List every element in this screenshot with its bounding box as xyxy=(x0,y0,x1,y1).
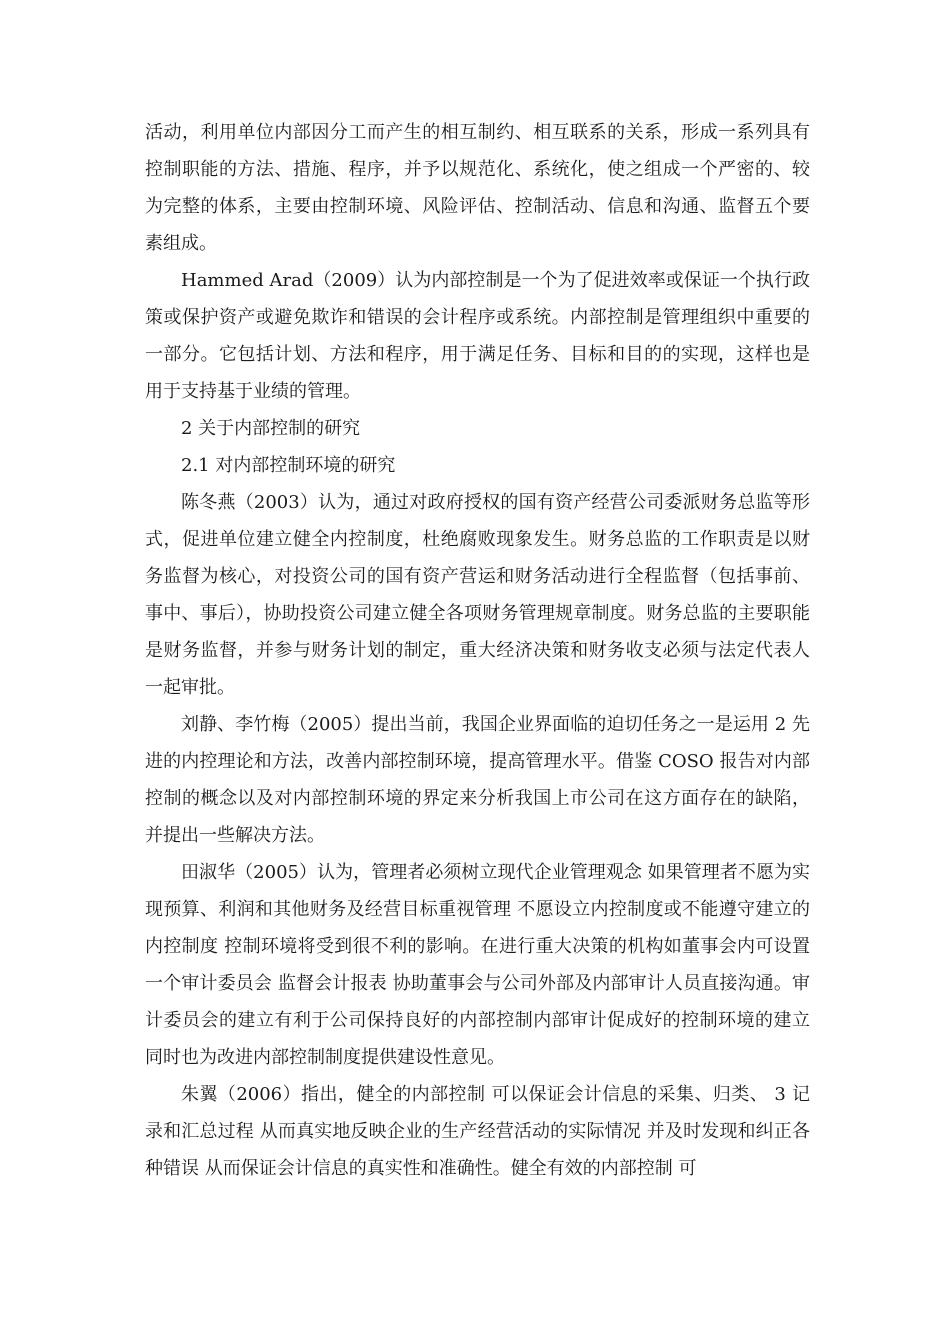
paragraph-tian-shuhua: 田淑华（2005）认为，管理者必须树立现代企业管理观念 如果管理者不愿为实现预算、利润和其他财务及经营目标重视管理 不愿设立内控制度或不能遵守建立的内控制度 控制环境将受到很不利的影响。在进行重大决策的机构如董事会内可设置一个审计委员会 监督会计报表 协助董事会与公司外部及内部审计人员直接沟通。审计委员会的建立有利于公司保持良好的内部控制内部审计促成好的控制环境的建立 同时也为改进内部控制制度提供建设性意见。 xyxy=(145,862,810,1068)
paragraph-chen-dongyan: 陈冬燕（2003）认为，通过对政府授权的国有资产经营公司委派财务总监等形式，促进单位建立健全内控制度，杜绝腐败现象发生。财务总监的工作职责是以财务监督为核心，对投资公司的国有资产营运和财务活动进行全程监督（包括事前、事中、事后），协助投资公司建立健全各项财务管理规章制度。财务总监的主要职能是财务监督，并参与财务计划的制定，重大经济决策和财务收支必须与法定代表人一起审批。 xyxy=(145,492,810,698)
document-body xyxy=(145,114,810,1187)
paragraph-continuation: 活动，利用单位内部因分工而产生的相互制约、相互联系的关系，形成一系列具有控制职能的方法、措施、程序，并予以规范化、系统化，使之组成一个严密的、较为完整的体系，主要由控制环境、风险评估、控制活动、信息和沟通、监督五个要素组成。 xyxy=(145,122,810,254)
section-heading-2: 2 关于内部控制的研究 xyxy=(181,418,361,439)
paragraph-zhu-yi: 朱翼（2006）指出，健全的内部控制 可以保证会计信息的采集、归类、 3 记录和汇总过程 从而真实地反映企业的生产经营活动的实际情况 并及时发现和纠正各种错误 从而保证会计信息的真实性和准确性。健全有效的内部控制 可 xyxy=(145,1084,810,1179)
paragraph-hammed-arad: Hammed Arad（2009）认为内部控制是一个为了促进效率或保证一个执行政策或保护资产或避免欺诈和错误的会计程序或系统。内部控制是管理组织中重要的一部分。它包括计划、方法和程序，用于满足任务、目标和目的的实现，这样也是用于支持基于业绩的管理。 xyxy=(145,270,810,402)
paragraph-liu-jing: 刘静、李竹梅（2005）提出当前，我国企业界面临的迫切任务之一是运用 2 先进的内控理论和方法，改善内部控制环境，提高管理水平。借鉴 COSO 报告对内部控制的概念以及对内部控制环境的界定来分析我国上市公司在这方面存在的缺陷，并提出一些解决方法。 xyxy=(145,714,810,846)
section-heading-2-1: 2.1 对内部控制环境的研究 xyxy=(181,455,396,476)
